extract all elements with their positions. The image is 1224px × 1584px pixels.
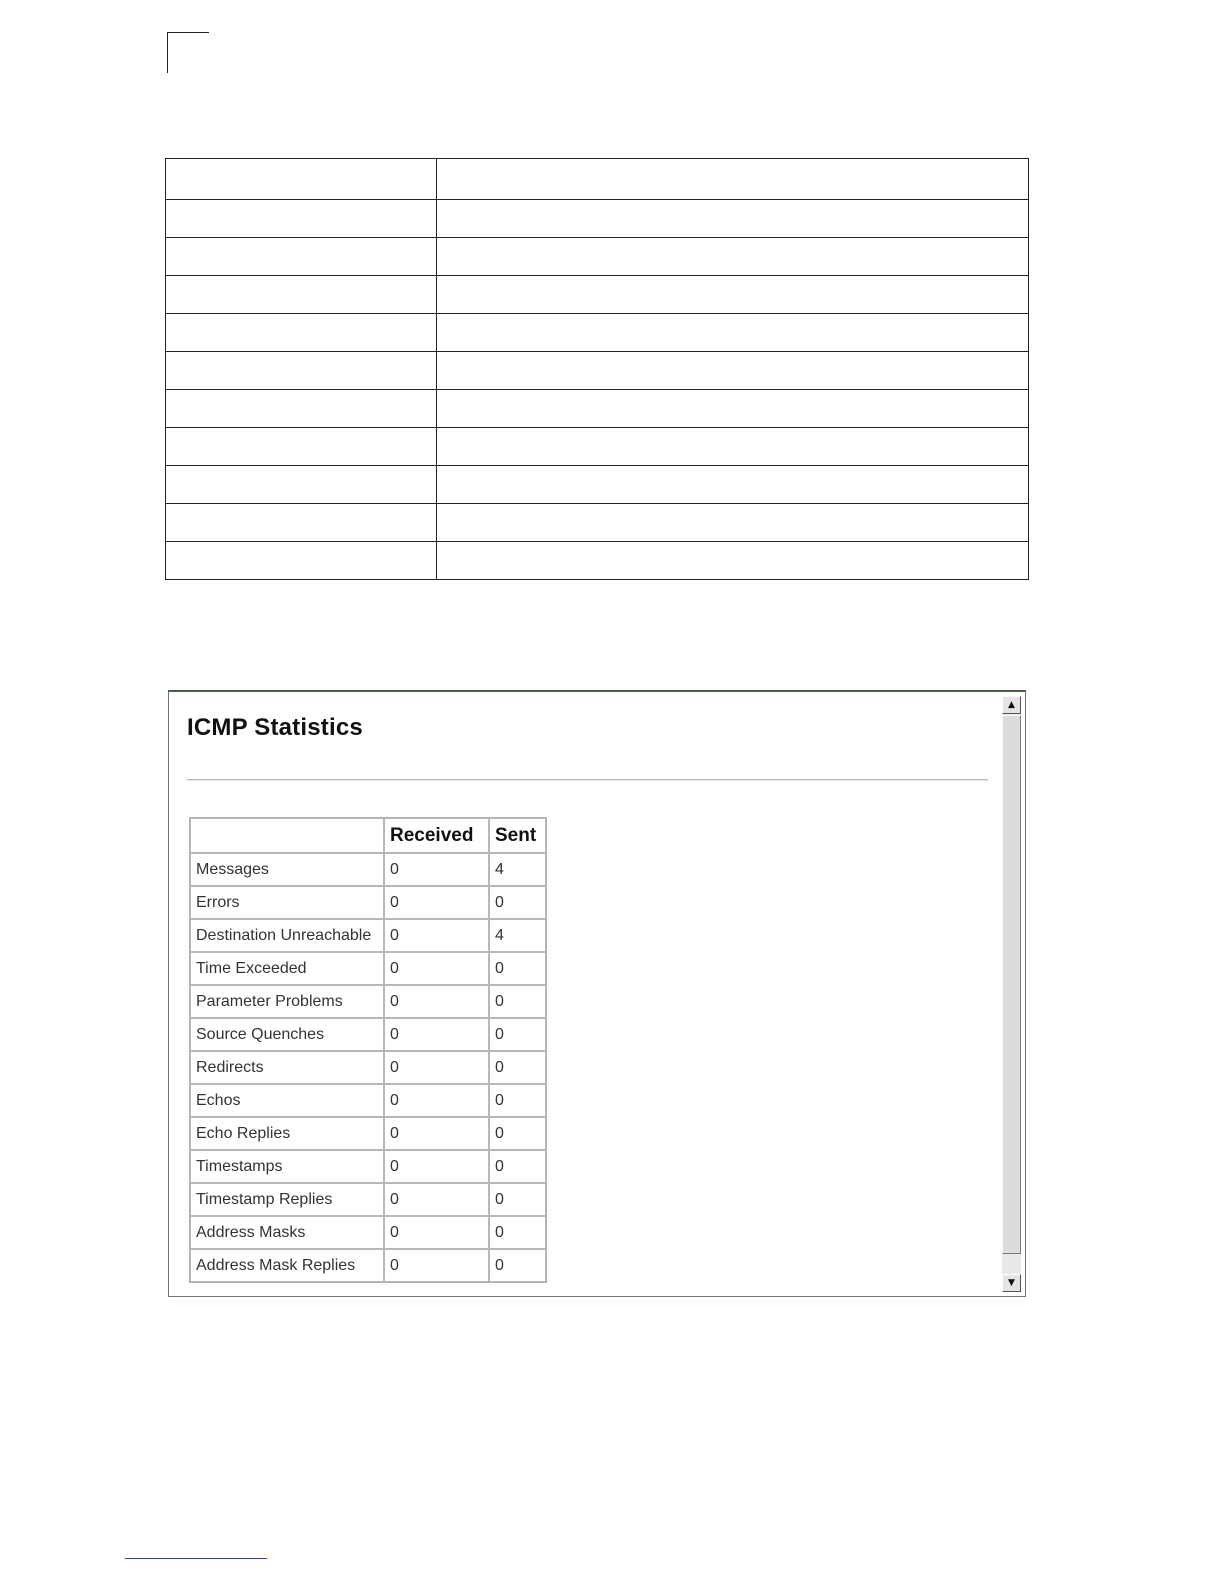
reference-table-row (166, 159, 1029, 200)
received-value: 0 (384, 952, 489, 985)
table-row (190, 1183, 546, 1216)
reference-table-row (166, 200, 1029, 238)
row-label: Timestamp Replies (190, 1183, 384, 1216)
reference-table-cell (437, 428, 1029, 466)
sent-value: 0 (489, 1018, 546, 1051)
sent-value: 0 (489, 1117, 546, 1150)
table-row (190, 919, 546, 952)
reference-table-cell (166, 200, 437, 238)
reference-table-cell (166, 390, 437, 428)
sent-value: 0 (489, 952, 546, 985)
row-label: Errors (190, 886, 384, 919)
icmp-statistics-window (168, 690, 1026, 1297)
received-value: 0 (384, 886, 489, 919)
reference-table-cell (437, 200, 1029, 238)
row-label: Address Mask Replies (190, 1249, 384, 1282)
reference-table-cell (437, 159, 1029, 200)
reference-table-row (166, 390, 1029, 428)
table-row (190, 985, 546, 1018)
header-received: Received (384, 818, 489, 853)
triangle-up-icon: ▲ (1008, 699, 1015, 710)
reference-table (165, 158, 1029, 580)
reference-table-row (166, 238, 1029, 276)
row-label: Redirects (190, 1051, 384, 1084)
row-label: Timestamps (190, 1150, 384, 1183)
reference-table-cell (437, 276, 1029, 314)
reference-table-cell (437, 352, 1029, 390)
title-divider (187, 779, 988, 781)
received-value: 0 (384, 853, 489, 886)
sent-value: 0 (489, 1183, 546, 1216)
table-row (190, 1150, 546, 1183)
reference-table-row (166, 466, 1029, 504)
row-label: Time Exceeded (190, 952, 384, 985)
reference-table-cell (166, 314, 437, 352)
scroll-up-button[interactable] (1002, 696, 1021, 714)
reference-table-cell (437, 238, 1029, 276)
table-row (190, 1084, 546, 1117)
received-value: 0 (384, 1084, 489, 1117)
reference-table-cell (166, 504, 437, 542)
scroll-thumb[interactable] (1002, 715, 1021, 1254)
triangle-down-icon: ▼ (1008, 1277, 1015, 1288)
vertical-scrollbar[interactable] (1002, 696, 1021, 1292)
reference-table-row (166, 352, 1029, 390)
row-label: Parameter Problems (190, 985, 384, 1018)
received-value: 0 (384, 1150, 489, 1183)
sent-value: 4 (489, 919, 546, 952)
reference-table-row (166, 504, 1029, 542)
table-row (190, 1216, 546, 1249)
reference-table-row (166, 542, 1029, 580)
reference-table-row (166, 314, 1029, 352)
row-label: Address Masks (190, 1216, 384, 1249)
row-label: Echos (190, 1084, 384, 1117)
received-value: 0 (384, 1249, 489, 1282)
row-label: Source Quenches (190, 1018, 384, 1051)
reference-table-cell (437, 314, 1029, 352)
row-label: Destination Unreachable (190, 919, 384, 952)
window-content (169, 692, 1001, 1296)
received-value: 0 (384, 1018, 489, 1051)
reference-table-cell (166, 466, 437, 504)
table-row (190, 886, 546, 919)
reference-table-row (166, 428, 1029, 466)
table-row (190, 952, 546, 985)
table-row (190, 853, 546, 886)
scroll-down-button[interactable] (1002, 1274, 1021, 1292)
reference-table-cell (437, 466, 1029, 504)
table-row (190, 1051, 546, 1084)
received-value: 0 (384, 985, 489, 1018)
table-row (190, 1249, 546, 1282)
received-value: 0 (384, 1117, 489, 1150)
header-sent: Sent (489, 818, 546, 853)
sent-value: 0 (489, 1051, 546, 1084)
received-value: 0 (384, 1216, 489, 1249)
reference-table-cell (166, 428, 437, 466)
sent-value: 0 (489, 1216, 546, 1249)
row-label: Messages (190, 853, 384, 886)
crop-mark (167, 32, 209, 73)
reference-table-cell (166, 276, 437, 314)
row-label: Echo Replies (190, 1117, 384, 1150)
sent-value: 0 (489, 1084, 546, 1117)
reference-table-cell (437, 542, 1029, 580)
table-row (190, 1117, 546, 1150)
reference-table-cell (166, 238, 437, 276)
received-value: 0 (384, 919, 489, 952)
reference-table-cell (437, 504, 1029, 542)
footer-rule (125, 1558, 267, 1559)
reference-table-cell (166, 352, 437, 390)
reference-table-cell (166, 159, 437, 200)
sent-value: 0 (489, 1150, 546, 1183)
sent-value: 0 (489, 886, 546, 919)
received-value: 0 (384, 1051, 489, 1084)
table-header-row (190, 818, 546, 853)
header-name (190, 818, 384, 853)
reference-table-cell (437, 390, 1029, 428)
reference-table-cell (166, 542, 437, 580)
page-title: ICMP Statistics (187, 714, 363, 741)
sent-value: 4 (489, 853, 546, 886)
icmp-statistics-table (189, 817, 547, 1283)
table-row (190, 1018, 546, 1051)
reference-table-row (166, 276, 1029, 314)
received-value: 0 (384, 1183, 489, 1216)
sent-value: 0 (489, 1249, 546, 1282)
sent-value: 0 (489, 985, 546, 1018)
